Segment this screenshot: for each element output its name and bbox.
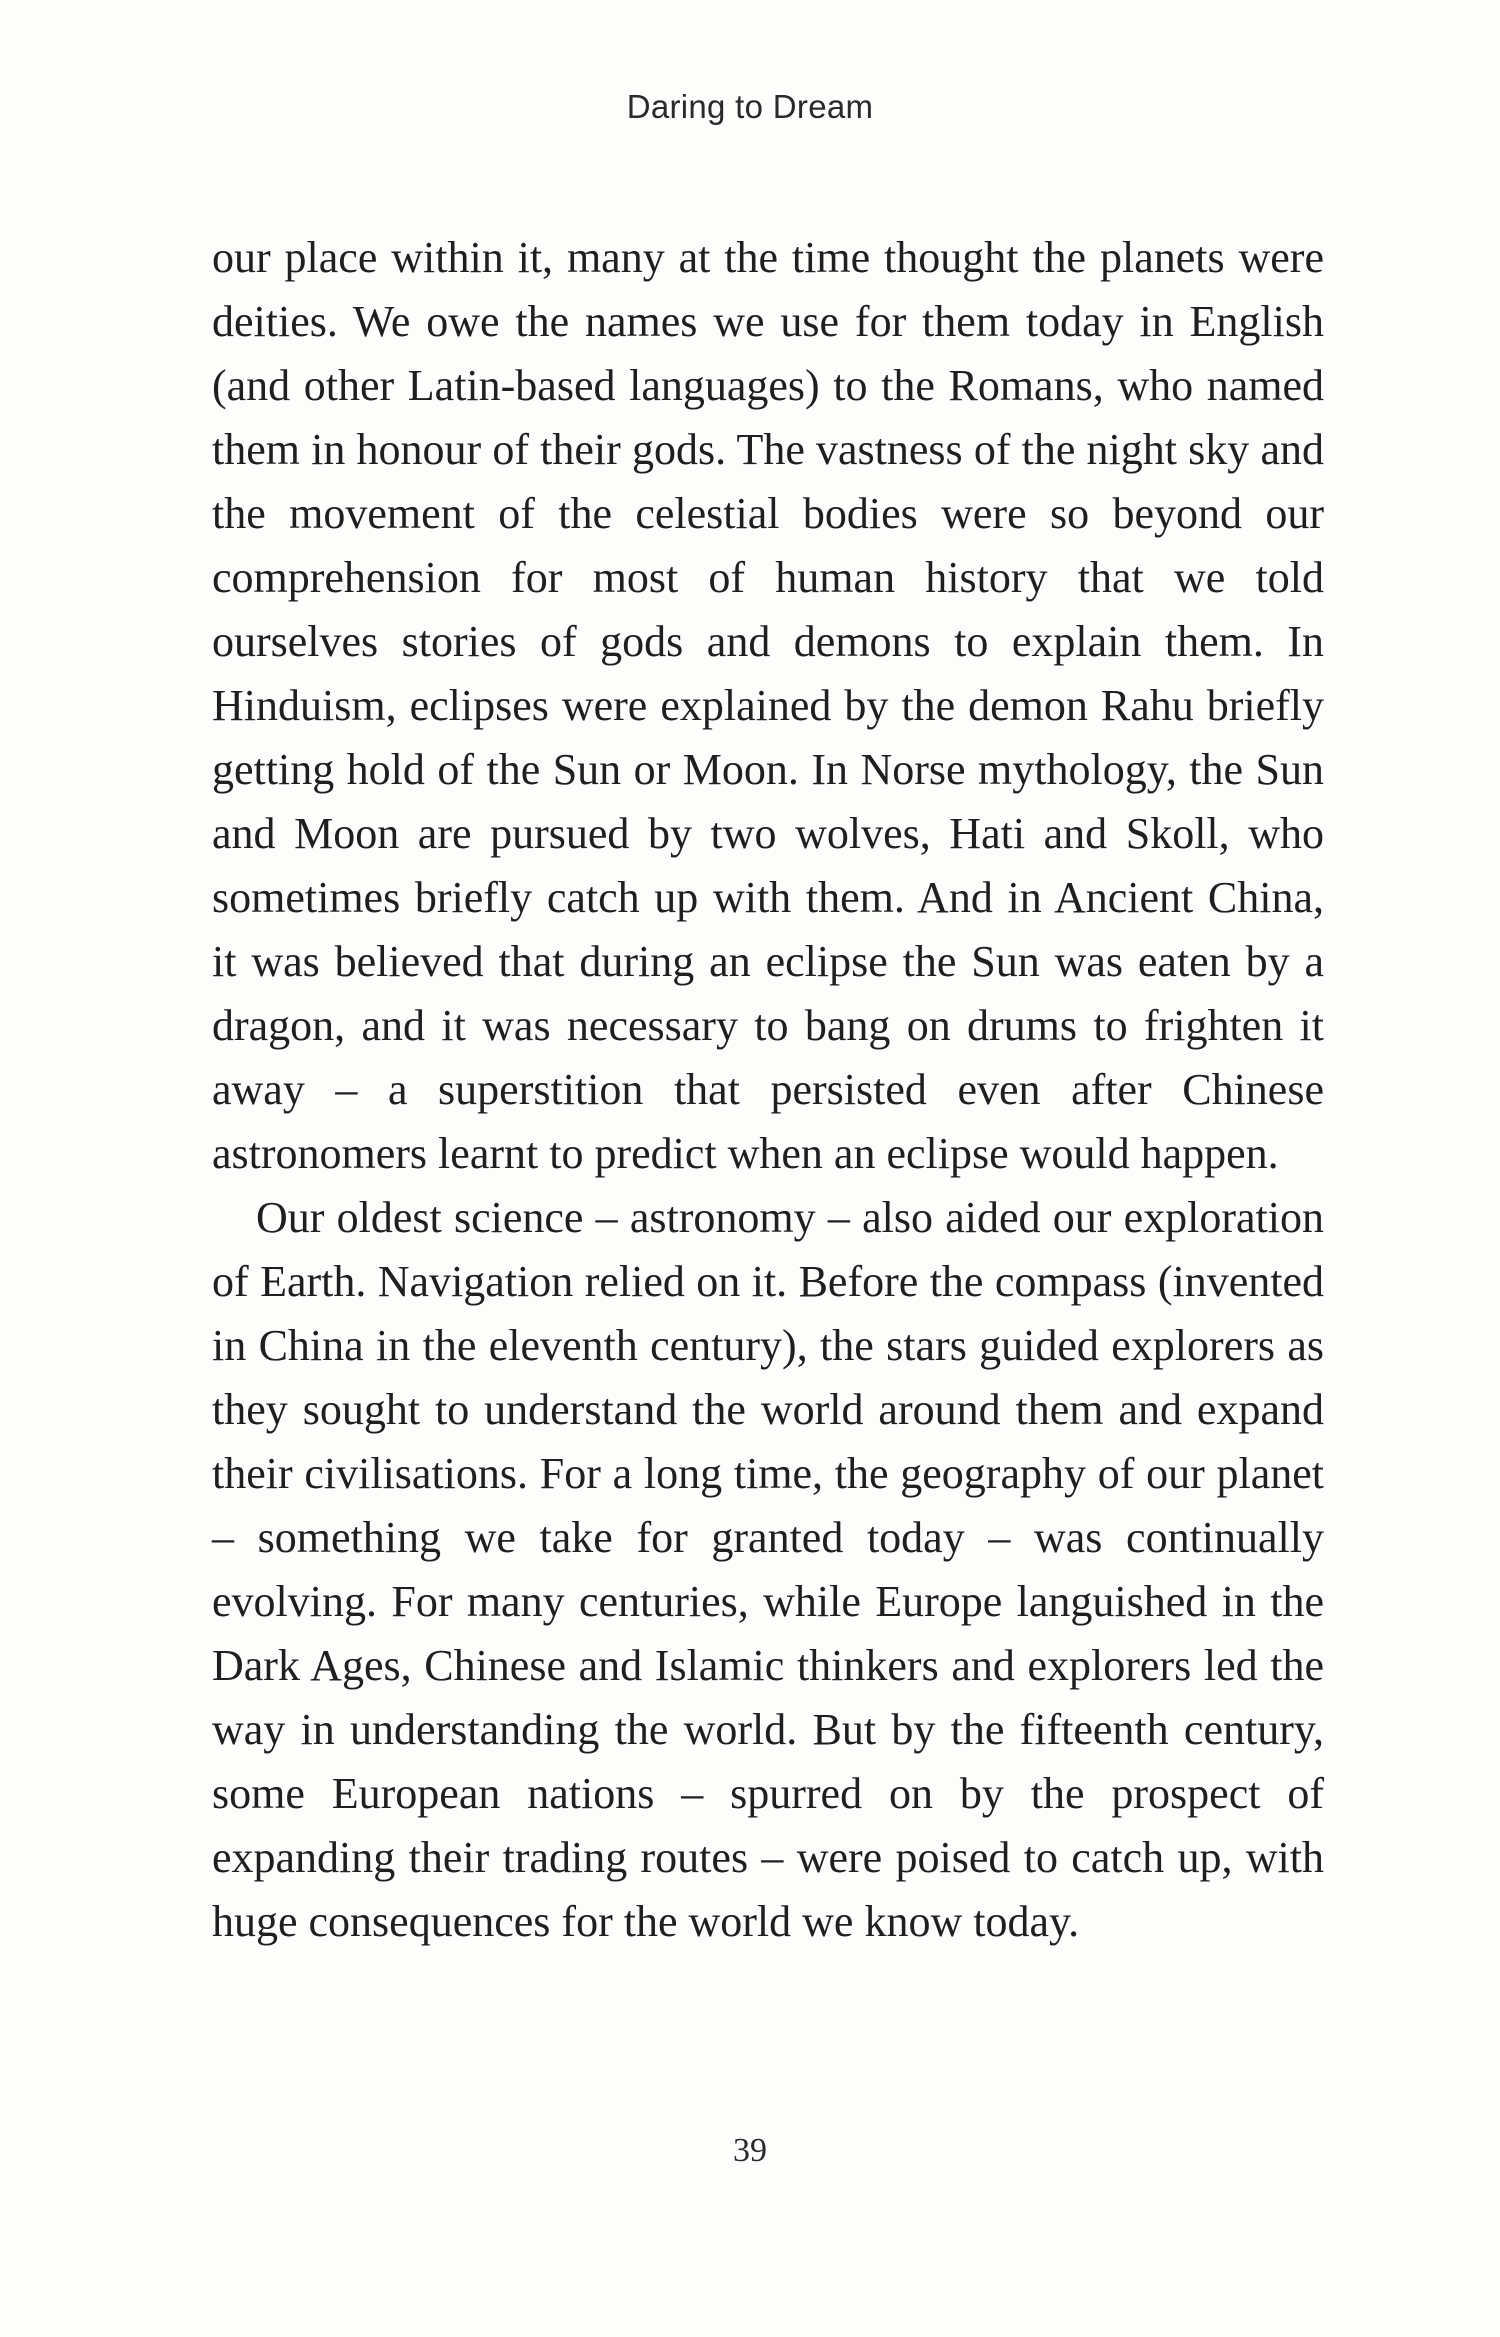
paragraph-continued: our place within it, many at the time thought the planets were deities. We owe the names we use for them today in English (and other Latin-based languages) to the Romans, who named them in honour of their gods. The vastness of the night sky and the movement of the celestial bodies were so beyond our comprehension for most of human history that we told ourselves stories of gods and demons to explain them. In Hinduism, eclipses were explained by the demon Rahu briefly getting hold of the Sun or Moon. In Norse mythology, the Sun and Moon are pursued by two wolves, Hati and Skoll, who sometimes briefly catch up with them. And in Ancient China, it was believed that during an eclipse the Sun was eaten by a dragon, and it was necessary to bang on drums to frighten it away – a superstition that persisted even after Chinese astronomers learnt to predict when an eclipse would happen. — [212, 233, 1324, 1178]
paragraph-astronomy: Our oldest science – astronomy – also aided our exploration of Earth. Navigation relied on it. Before the compass (invented in China in the eleventh century), the stars guided explorers as they sought to understand the world around them and expand their civilisations. For a long time, the geography of our planet – something we take for granted today – was continually evolving. For many centuries, while Europe languished in the Dark Ages, Chinese and Islamic thinkers and explorers led the way in understanding the world. But by the fifteenth century, some European nations – spurred on by the prospect of expanding their trading routes – were poised to catch up, with huge consequences for the world we know today. — [212, 1193, 1324, 1946]
page-number: 39 — [733, 2132, 767, 2169]
running-header: Daring to Dream — [626, 88, 874, 125]
body-text — [212, 226, 1324, 1954]
